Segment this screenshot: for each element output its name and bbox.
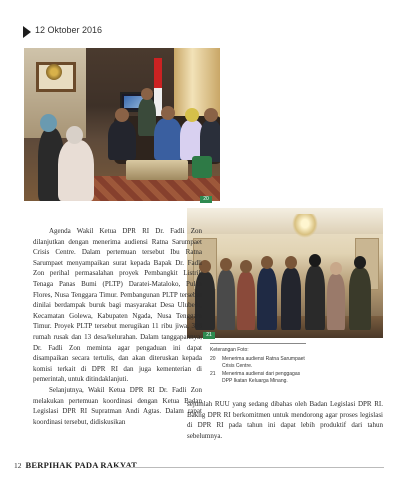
person-head — [185, 108, 199, 122]
article-right-column — [187, 399, 383, 441]
photo-caption — [210, 347, 310, 385]
person-figure — [58, 140, 94, 201]
person-head — [261, 256, 273, 269]
person-head — [161, 106, 175, 120]
caption-title: Keterangan Foto: — [210, 347, 249, 353]
person-figure — [108, 120, 136, 160]
person-head — [330, 262, 342, 275]
handbag — [192, 156, 212, 178]
article-paragraph: Selanjutnya, Wakil Ketua DPR RI Dr. Fadli Zon melakukan pertemuan koordinasi dengan Ketua Badan Legislasi DPR RI Supratman Andi Agtas. Dalam rapat koordinasi tersebut, didiskusikan — [33, 385, 202, 426]
person-head — [285, 256, 297, 269]
caption-item — [210, 371, 310, 385]
person-head — [115, 108, 129, 122]
photo-ceiling — [187, 208, 383, 234]
photo-label-21: 21 — [203, 332, 215, 339]
person-figure — [281, 268, 301, 330]
brand-tagline: BERPIHAK PADA RAKYAT — [25, 460, 138, 470]
person-figure — [349, 268, 371, 330]
issue-date: 12 Oktober 2016 — [35, 25, 103, 35]
article-left-column — [33, 226, 202, 427]
article-paragraph: sejumlah RUU yang sedang dibahas oleh Badan Legislasi DPR RI. Bakng DPR RI berkomitmen untuk mendorong agar proses legislasi di DPR RI pada tahun ini dapat lebih produktif dari tahun sebelumnya. — [187, 400, 383, 440]
article-paragraph: Agenda Wakil Ketua DPR RI Dr. Fadli Zon dilanjutkan dengan menerima audiensi Ratna Sarumpaet Crisis Centre. Dalam pertemuan tersebut Ibu Ratna Sarumpaet menyampaikan surat kepada Bapak Dr. Fadli Zon perihal permasalahan proyek Pembangkit Listrik Tenaga Panas Bumi (PLTP) Daratei-Mataloko, Pulau Flores, Nusa Tenggara Timur. Pembangunan PLTP tersebut dinilai berdampak buruk bagi masyarakat Desa Ulubelu, Kecamatan Golewa, Kabupaten Ngada, Nusa Tenggara Timur. Proyek PLTP tersebut merugikan 11 ribu jiwa, 398 rumah rusak dan 13 desa/kelurahan. Dalam tanggapannya, Dr. Fadli Zon meminta agar pengaduan ini dapat disampaikan secara tertulis, dan akan diteruskan kepada komisi terkait di DPR RI dan juga kementerian di pemerintah, untuk ditindaklanjuti. — [33, 227, 202, 384]
photo-label-20: 20 — [200, 196, 212, 203]
person-figure — [217, 270, 235, 330]
caption-text: Menerima audiensi dari penggagas DPP Ikatan Keluarga Minang. — [222, 370, 301, 384]
person-head — [66, 126, 83, 144]
person-head — [204, 108, 218, 122]
person-head — [309, 254, 321, 267]
person-head — [220, 258, 232, 271]
photo-group — [187, 208, 383, 338]
person-figure — [327, 274, 345, 330]
caption-number: 20 — [210, 356, 216, 363]
person-head — [240, 260, 252, 273]
caption-text: Menerima audiensi Ratna Sarumpaet Crisis Centre. — [222, 356, 305, 370]
person-head — [40, 114, 57, 132]
person-figure — [257, 268, 277, 330]
chandelier-icon — [292, 214, 318, 238]
photo-coffee-table — [126, 160, 188, 180]
date-marker-icon — [23, 26, 31, 38]
person-head — [354, 256, 366, 269]
caption-divider — [210, 343, 306, 344]
photo-audience-meeting — [24, 48, 220, 201]
person-figure — [237, 272, 255, 330]
person-head — [141, 88, 153, 100]
caption-item — [210, 356, 310, 370]
page-footer — [14, 460, 137, 472]
person-figure — [305, 266, 325, 330]
emblem-icon — [46, 64, 62, 80]
caption-number: 21 — [210, 370, 216, 377]
footer-rule — [114, 467, 384, 468]
person-figure — [154, 118, 182, 160]
page-number: 12 — [14, 461, 22, 470]
